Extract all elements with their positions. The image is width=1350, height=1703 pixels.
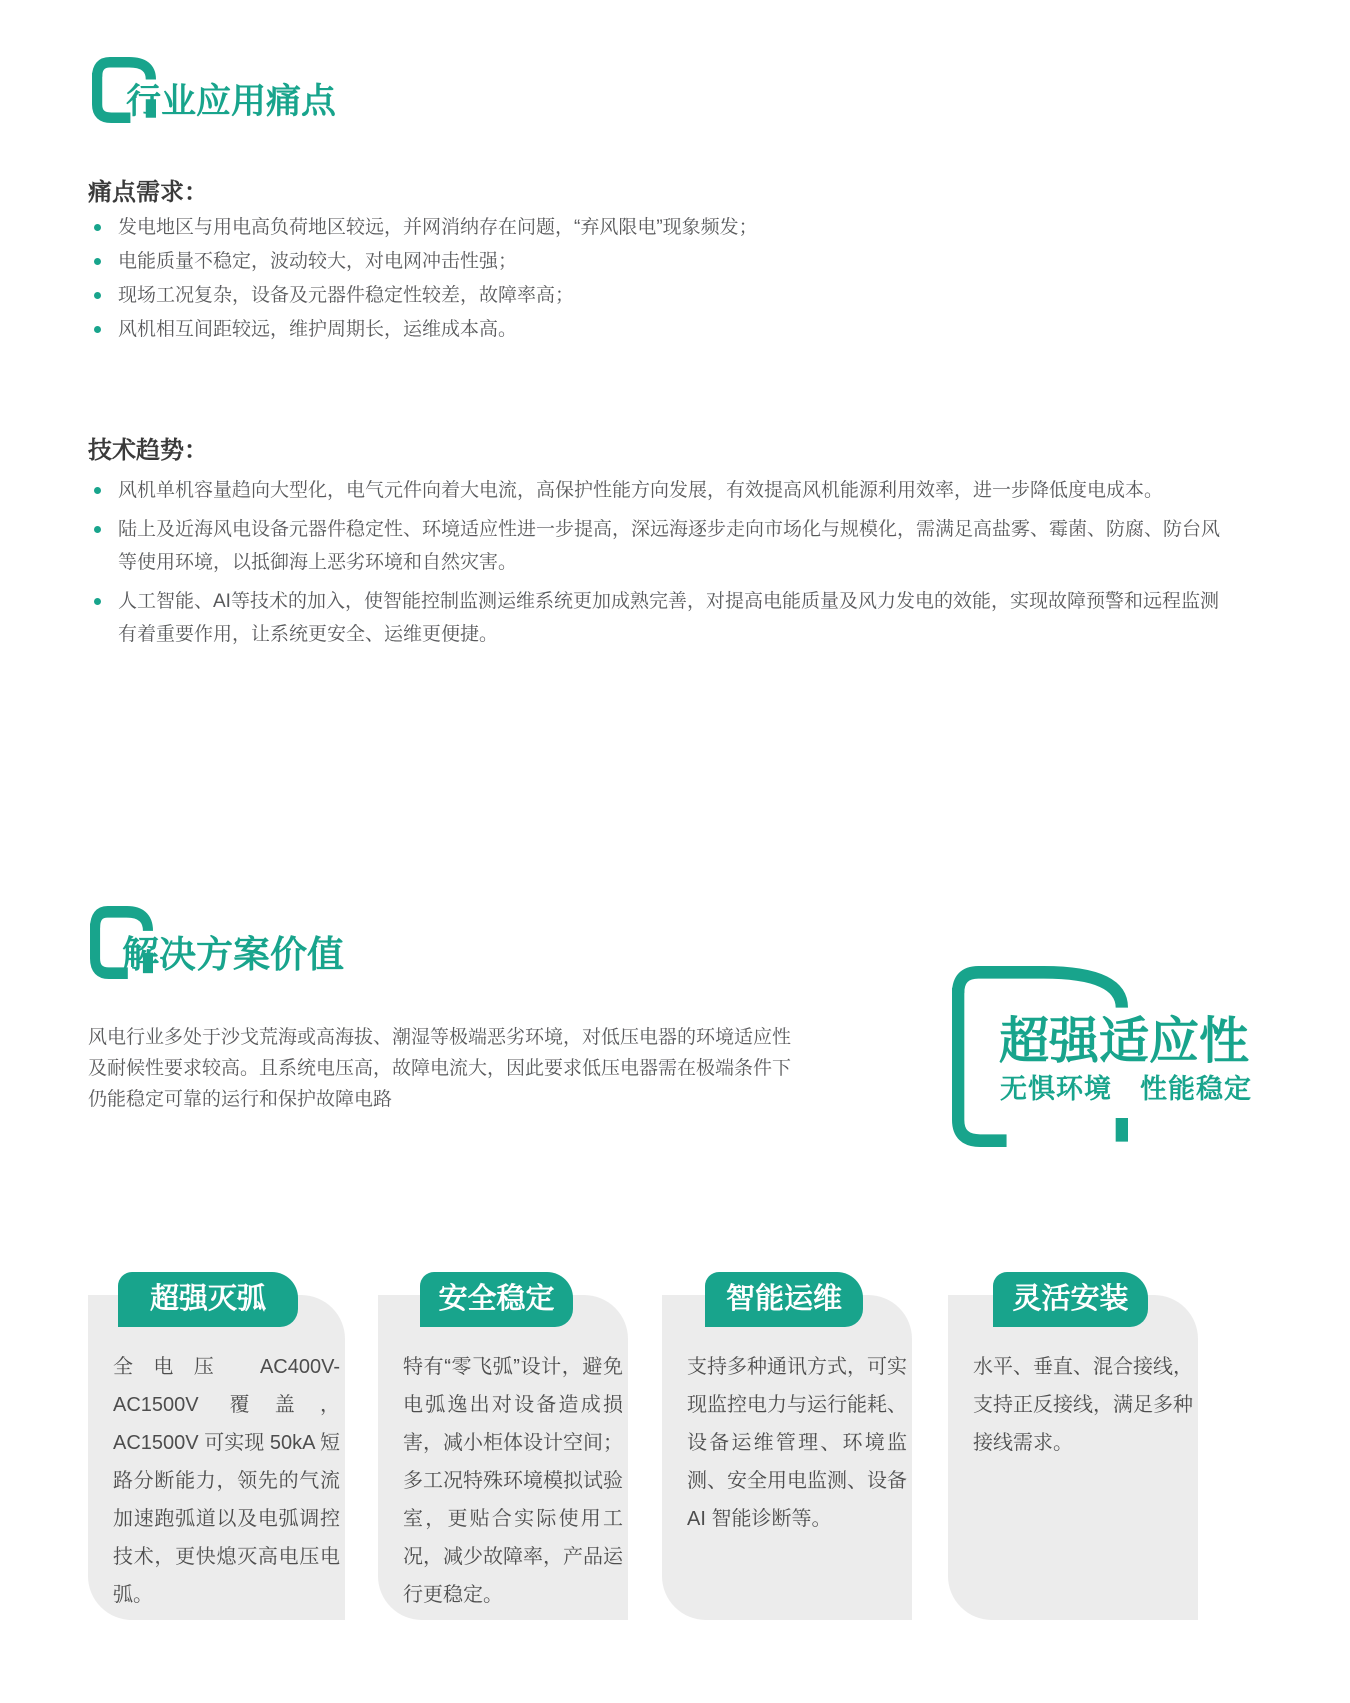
list-item-text: 风机相互间距较远，维护周期长，运维成本高。 xyxy=(118,319,518,340)
list-item xyxy=(88,585,1235,651)
list-item-text: 风机单机容量趋向大型化，电气元件向着大电流，高保护性能方向发展，有效提高风机能源利用效率，进一步降低度电成本。 xyxy=(118,480,1164,501)
pain-demand-list xyxy=(88,211,1238,347)
badge-title: 超强适应性 xyxy=(999,1013,1249,1069)
pain-section-title: 行业应用痛点 xyxy=(126,82,337,121)
card-title-pill: 安全稳定 xyxy=(420,1272,573,1327)
list-item xyxy=(88,245,1238,279)
bullet-dot-icon xyxy=(94,487,101,494)
bullet-dot-icon xyxy=(94,598,101,605)
list-item-text: 电能质量不稳定，波动较大，对电网冲击性强； xyxy=(118,251,518,272)
card-body-text: 支持多种通讯方式，可实现监控电力与运行能耗、设备运维管理、环境监测、安全用电监测、设备 AI 智能诊断等。 xyxy=(687,1356,907,1530)
list-item xyxy=(88,513,1235,579)
list-item-text: 人工智能、AI等技术的加入，使智能控制监测运维系统更加成熟完善，对提高电能质量及风力发电的效能，实现故障预警和远程监测有着重要作用，让系统更安全、运维更便捷。 xyxy=(118,591,1219,645)
solution-section-heading xyxy=(90,906,450,984)
bullet-dot-icon xyxy=(94,258,101,265)
list-item-text: 发电地区与用电高负荷地区较远，并网消纳存在问题，“弃风限电”现象频发； xyxy=(118,217,758,238)
feature-card-flexible-install xyxy=(948,1272,1198,1620)
list-item xyxy=(88,474,1235,507)
list-item xyxy=(88,313,1238,347)
list-item xyxy=(88,211,1238,245)
adaptability-badge xyxy=(952,966,1272,1156)
bullet-dot-icon xyxy=(94,224,101,231)
list-item-text: 现场工况复杂，设备及元器件稳定性较差，故障率高； xyxy=(118,285,575,306)
card-body-text: 水平、垂直、混合接线，支持正反接线，满足多种接线需求。 xyxy=(973,1356,1193,1454)
solution-section-title: 解决方案价值 xyxy=(122,934,344,975)
bullet-dot-icon xyxy=(94,326,101,333)
pain-section-heading xyxy=(92,57,452,127)
card-body-text: 全电压 AC400V-AC1500V 覆盖，AC1500V 可实现 50kA 短路分断能力，领先的气流加速跑弧道以及电弧调控技术，更快熄灭高电压电弧。 xyxy=(113,1356,340,1606)
solution-paragraph: 风电行业多处于沙戈荒海或高海拔、潮湿等极端恶劣环境，对低压电器的环境适应性及耐候性要求较高。且系统电压高，故障电流大，因此要求低压电器需在极端条件下仍能稳定可靠的运行和保护故障电路 xyxy=(88,1027,792,1110)
card-title-pill: 超强灭弧 xyxy=(118,1272,298,1327)
feature-card-safety-stability xyxy=(378,1272,628,1620)
pain-trend-label: 技术趋势： xyxy=(88,437,208,464)
list-item xyxy=(88,279,1238,313)
bullet-dot-icon xyxy=(94,292,101,299)
list-item-text: 陆上及近海风电设备元器件稳定性、环境适应性进一步提高，深远海逐步走向市场化与规模化，需满足高盐雾、霉菌、防腐、防台风等使用环境，以抵御海上恶劣环境和自然灾害。 xyxy=(118,519,1221,573)
pain-trend-list xyxy=(88,474,1235,657)
card-title-pill: 智能运维 xyxy=(705,1272,863,1327)
badge-subtitle: 无惧环境 性能稳定 xyxy=(1000,1074,1252,1104)
feature-card-arc-extinguishing xyxy=(88,1272,345,1620)
card-body-text: 特有“零飞弧”设计，避免电弧逸出对设备造成损害，减小柜体设计空间；多工况特殊环境模拟试验室，更贴合实际使用工况，减少故障率，产品运行更稳定。 xyxy=(403,1356,623,1606)
feature-card-smart-operation xyxy=(662,1272,912,1620)
bullet-dot-icon xyxy=(94,526,101,533)
pain-demand-label: 痛点需求： xyxy=(88,179,208,206)
card-title-pill: 灵活安装 xyxy=(993,1272,1148,1327)
